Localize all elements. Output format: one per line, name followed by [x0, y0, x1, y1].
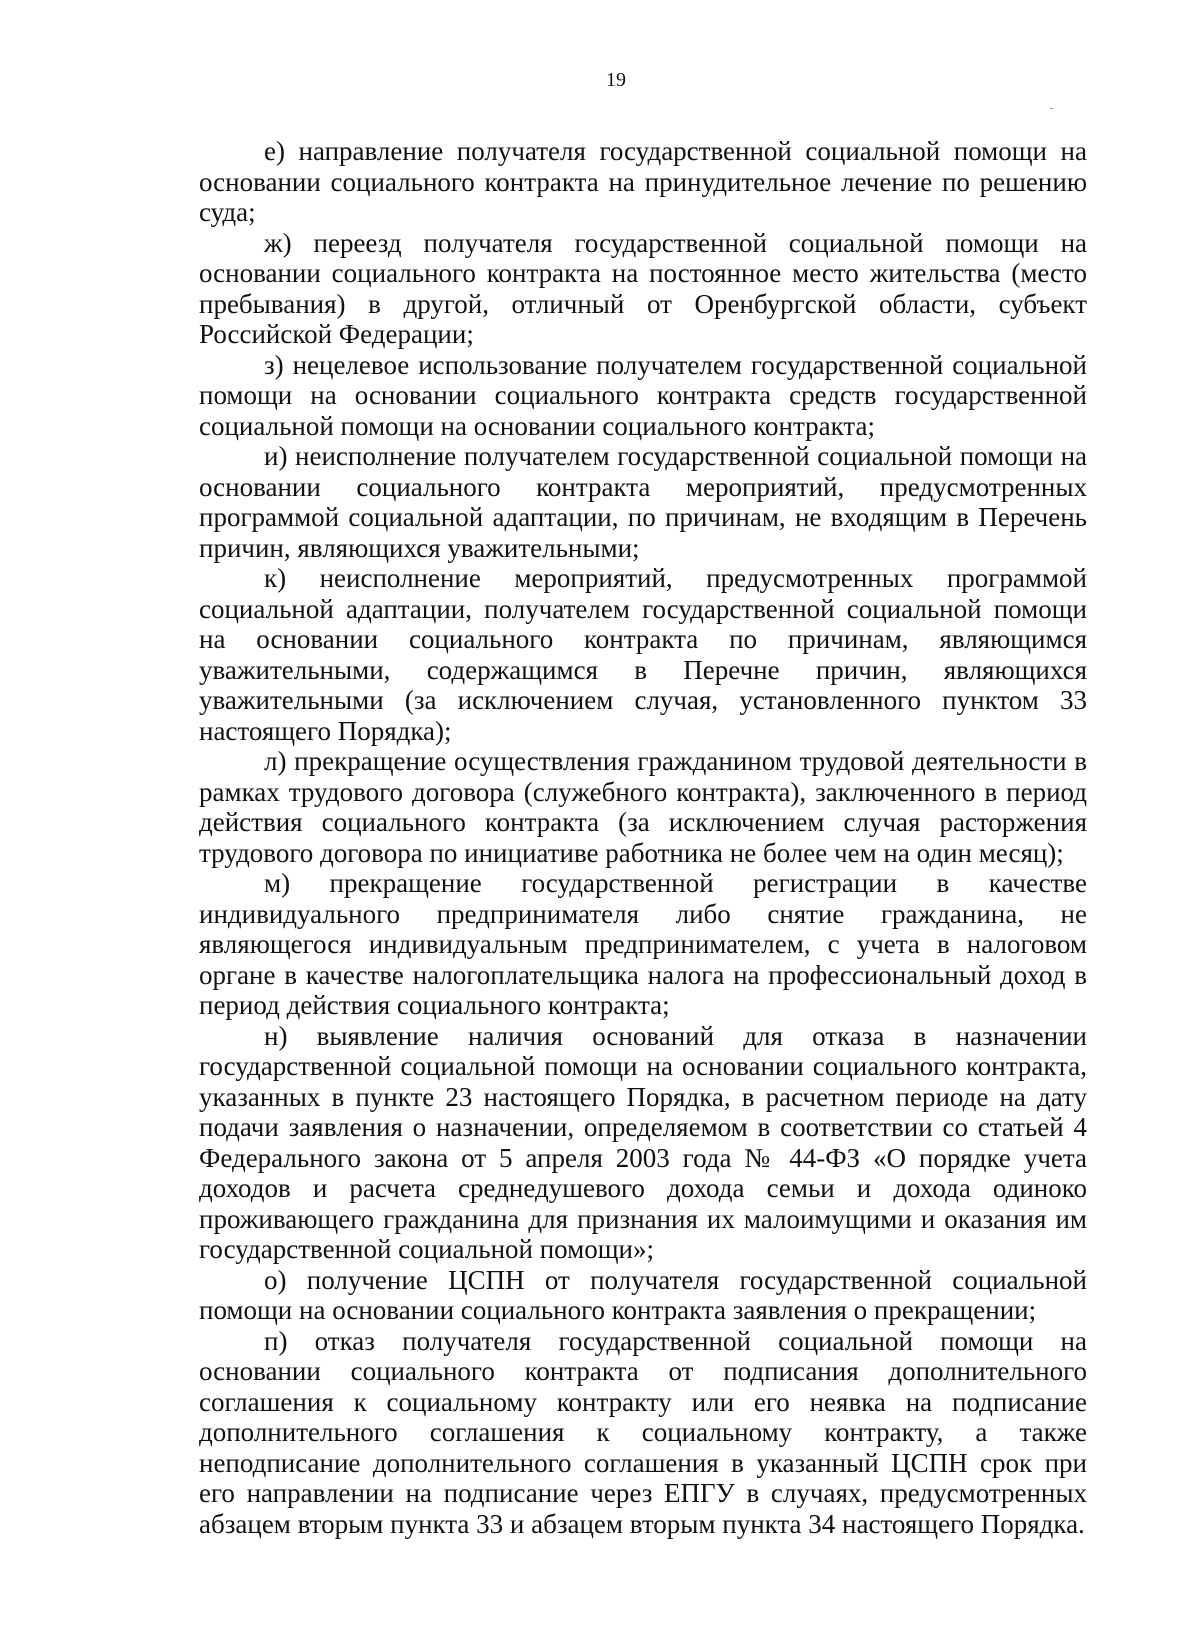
paragraph-l: л) прекращение осуществления гражданином трудовой деятельности в рамках трудового договора (служебного контракта), заключенного в период действия социального контракта (за исключением случая расторжения трудового договора по инициативе работника не более чем на один месяц); [199, 746, 1087, 868]
paragraph-zh: ж) переезд получателя государственной социальной помощи на основании социального контракта на постоянное место жительства (место пребывания) в другой, отличный от Оренбургской области, субъект Российской Федерации; [199, 227, 1087, 349]
paragraph-o: о) получение ЦСПН от получателя государственной социальной помощи на основании социального контракта заявления о прекращении; [199, 1264, 1087, 1325]
paragraph-m: м) прекращение государственной регистрации в качестве индивидуального предпринимателя либо снятие гражданина, не являющегося индивидуальным предпринимателем, с учета в налоговом органе в качестве налогоплательщика налога на профессиональный доход в период действия социального контракта; [199, 868, 1087, 1020]
paragraph-e: е) направление получателя государственной социальной помощи на основании социального контракта на принудительное лечение по решению суда; [199, 136, 1087, 227]
page-number: 19 [606, 69, 626, 91]
paragraph-n: н) выявление наличия оснований для отказа в назначении государственной социальной помощи на основании социального контракта, указанных в пункте 23 настоящего Порядка, в расчетном периоде на дату подачи заявления о назначении, определяемом в соответствии со статьей 4 Федерального закона от 5 апреля 2003 года № 44-ФЗ «О порядке учета доходов и расчета среднедушевого дохода семьи и дохода одиноко проживающего гражданина для признания их малоимущими и оказания им государственной социальной помощи»; [199, 1020, 1087, 1264]
document-body [199, 136, 1087, 1539]
scan-artifact [1050, 108, 1053, 109]
paragraph-z: з) нецелевое использование получателем государственной социальной помощи на основании социального контракта средств государственной социальной помощи на основании социального контракта; [199, 349, 1087, 441]
paragraph-p: п) отказ получателя государственной социальной помощи на основании социального контракта от подписания дополнительного соглашения к социальному контракту или его неявка на подписание дополнительного соглашения к социальному контракту, а также неподписание дополнительного соглашения в указанный ЦСПН срок при его направлении на подписание через ЕПГУ в случаях, предусмотренных абзацем вторым пункта 33 и абзацем вторым пункта 34 настоящего Порядка. [199, 1325, 1087, 1539]
paragraph-i: и) неисполнение получателем государственной социальной помощи на основании социального контракта мероприятий, предусмотренных программой социальной адаптации, по причинам, не входящим в Перечень причин, являющихся уважительными; [199, 441, 1087, 563]
paragraph-k: к) неисполнение мероприятий, предусмотренных программой социальной адаптации, получателем государственной социальной помощи на основании социального контракта по причинам, являющимся уважительными, содержащимся в Перечне причин, являющихся уважительными (за исключением случая, установленного пунктом 33 настоящего Порядка); [199, 563, 1087, 746]
